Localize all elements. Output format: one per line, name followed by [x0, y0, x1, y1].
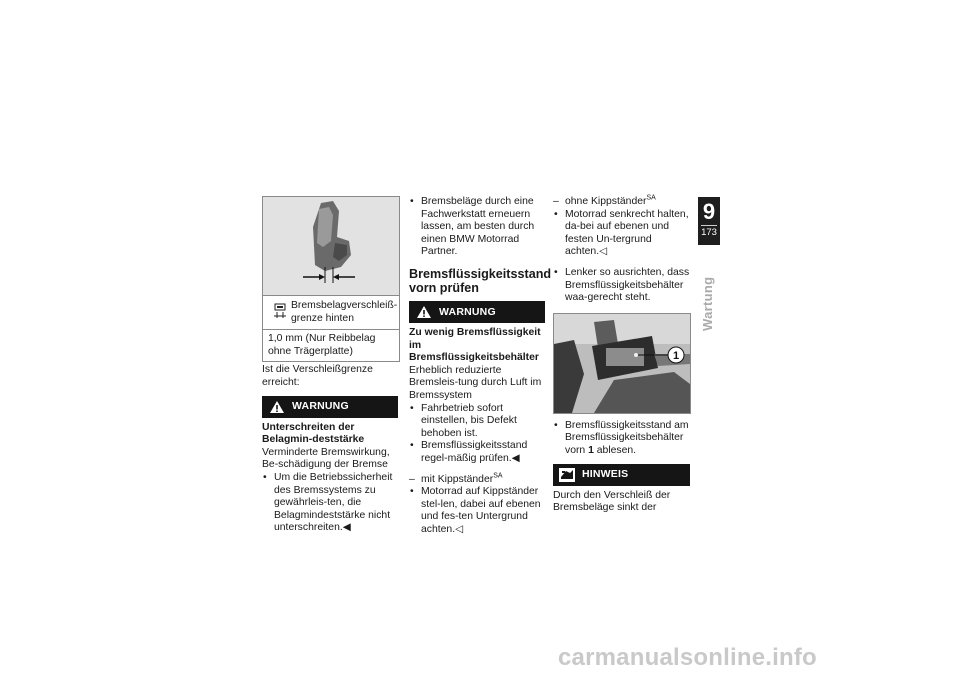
brake-reservoir-illustration [554, 314, 690, 413]
list-item: • Um die Betriebssicherheit des Bremssystems zu gewährleis-ten, die Belagmindeststärke nicht unterschreiten.◀ [262, 472, 398, 535]
column-3 [553, 196, 690, 515]
warning-title: Zu wenig Bremsflüssigkeit im Bremsflüssigkeitsbehälter [409, 326, 541, 364]
list-item: • Motorrad senkrecht halten, da-bei auf ebenen und festen Un-tergrund achten.◁ [553, 209, 690, 259]
hint-text: Durch den Verschleiß der Bremsbeläge sinkt der [553, 489, 671, 514]
spec-table [262, 296, 400, 362]
spec-label: Bremsbelagverschleiß-grenze hinten [291, 300, 398, 324]
wear-limit-icon [269, 300, 291, 325]
chapter-tab [698, 197, 720, 245]
step-mark-icon: ◁ [455, 523, 464, 535]
callout-number: 1 [672, 349, 680, 362]
chapter-number: 9 [702, 199, 716, 224]
section-name: Wartung [700, 276, 715, 331]
info-book-icon [556, 467, 578, 483]
list-item: • Fahrbetrieb sofort einstellen, bis Defekt behoben ist. [409, 403, 545, 441]
list-item: • Lenker so ausrichten, dass Bremsflüssigkeitsbehälter waa-gerecht steht. [553, 267, 690, 305]
spec-row-label [263, 296, 399, 330]
end-mark-icon: ◀ [342, 522, 351, 534]
end-mark-icon: ◀ [511, 452, 520, 464]
list-item: • Bremsflüssigkeitsstand am Bremsflüssigkeitsbehälter vorn 1 ablesen. [553, 420, 690, 458]
list-item: • Bremsflüssigkeitsstand regel-mäßig prüfen.◀ [409, 440, 545, 465]
warning-label: WARNUNG [439, 305, 496, 318]
hint-label: HINWEIS [582, 468, 629, 481]
list-item: • Bremsbeläge durch eine Fachwerkstatt erneuern lassen, am besten durch einen BMW Motorrad Partner. [409, 196, 545, 259]
brake-reservoir-photo [553, 313, 691, 414]
warning-triangle-icon [262, 400, 292, 414]
condition-item: – mit Kippständer$^{SA}$ [409, 474, 545, 487]
watermark: carmanualsonline.info [558, 644, 817, 671]
warning-text: Erheblich reduzierte Bremsleis-tung durch Luft im Bremssystem [409, 364, 542, 401]
warning-label: WARNUNG [292, 400, 349, 413]
column-2 [409, 196, 552, 536]
spec-value: 1,0 mm (Nur Reibbelag ohne Trägerplatte) [268, 333, 376, 357]
warning-text: Verminderte Bremswirkung, Be-schädigung der Bremse [262, 446, 390, 471]
section-heading: Bremsflüssigkeitsstand vorn prüfen [409, 266, 552, 295]
brake-pad-illustration [263, 197, 399, 295]
brake-pad-photo [262, 196, 400, 296]
warning-title: Unterschreiten der Belagmin-deststärke [262, 421, 365, 446]
list-item: • Motorrad auf Kippständer stel-len, dabei auf ebenen und fes-ten Untergrund achten.◁ [409, 486, 545, 536]
warning-triangle-icon [409, 305, 439, 319]
warning-bar [409, 301, 545, 323]
hint-bar [553, 464, 690, 486]
step-mark-icon: ◁ [599, 246, 608, 258]
condition-item: – ohne Kippständer$^{SA}$ [553, 196, 690, 209]
intro-text: Ist die Verschleißgrenze erreicht: [262, 364, 373, 388]
column-1 [262, 196, 398, 535]
page-number: 173 [701, 227, 717, 238]
warning-bar [262, 396, 398, 418]
